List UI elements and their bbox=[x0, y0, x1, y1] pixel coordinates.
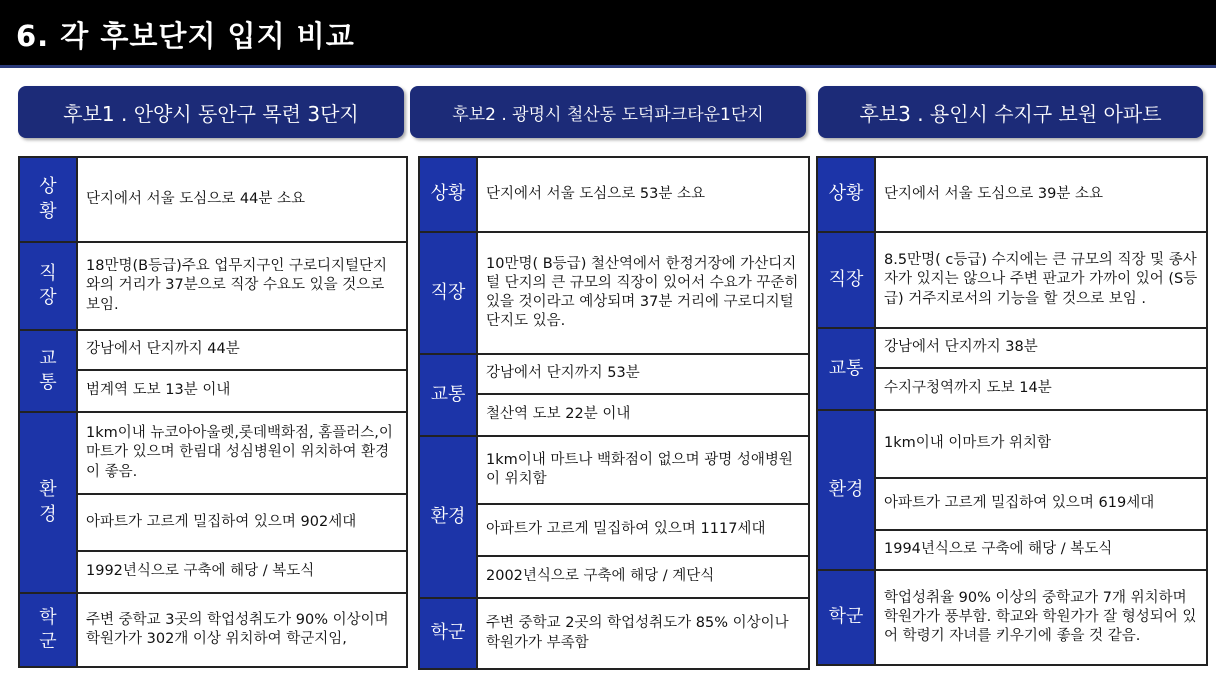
category-transport: 교통 bbox=[818, 327, 874, 409]
page-title: 6. 각 후보단지 입지 비교 bbox=[16, 19, 355, 53]
transport-cell-1: 강남에서 단지까지 38분 bbox=[874, 327, 1206, 367]
environment-cell-2: 아파트가 고르게 밀집하여 있으며 619세대 bbox=[874, 477, 1206, 529]
environment-cell-3: 1994년식으로 구축에 해당 / 복도식 bbox=[874, 529, 1206, 569]
category-environment: 환경 bbox=[20, 411, 76, 592]
category-situation: 상황 bbox=[818, 158, 874, 231]
environment-cell-1: 1km이내 마트나 백화점이 없으며 광명 성애병원이 위치함 bbox=[476, 435, 808, 503]
environment-cell-2: 아파트가 고르게 밀집하여 있으며 1117세대 bbox=[476, 503, 808, 555]
environment-cell-3: 2002년식으로 구축에 해당 / 계단식 bbox=[476, 555, 808, 597]
category-transport: 교통 bbox=[420, 353, 476, 435]
category-jobs: 직장 bbox=[20, 241, 76, 329]
category-jobs: 직장 bbox=[420, 231, 476, 353]
situation-cell: 단지에서 서울 도심으로 39분 소요 bbox=[874, 158, 1206, 231]
category-situation: 상황 bbox=[420, 158, 476, 231]
situation-cell: 단지에서 서울 도심으로 44분 소요 bbox=[76, 158, 406, 241]
jobs-cell: 8.5만명( c등급) 수지에는 큰 규모의 직장 및 종사자가 있지는 않으나 주변 판교가 가까이 있어 (S등급) 거주지로서의 기능을 할 것으로 보임 . bbox=[874, 231, 1206, 327]
transport-cell-1: 강남에서 단지까지 53분 bbox=[476, 353, 808, 393]
candidate-3-header: 후보3 . 용인시 수지구 보원 아파트 bbox=[818, 86, 1203, 138]
jobs-cell: 10만명( B등급) 철산역에서 한정거장에 가산디지털 단지의 큰 규모의 직장이 있어서 수요가 꾸준히 있을 것이라고 예상되며 37분 거리에 구로디지털 단지도 있음. bbox=[476, 231, 808, 353]
transport-cell-2: 철산역 도보 22분 이내 bbox=[476, 393, 808, 435]
environment-cell-3: 1992년식으로 구축에 해당 / 복도식 bbox=[76, 550, 406, 592]
category-school: 학군 bbox=[420, 597, 476, 668]
situation-cell: 단지에서 서울 도심으로 53분 소요 bbox=[476, 158, 808, 231]
category-school: 학군 bbox=[20, 592, 76, 666]
title-underline bbox=[0, 65, 1216, 68]
transport-cell-2: 수지구청역까지 도보 14분 bbox=[874, 367, 1206, 409]
candidate-1-header: 후보1 . 안양시 동안구 목련 3단지 bbox=[18, 86, 404, 138]
category-situation: 상황 bbox=[20, 158, 76, 241]
category-school: 학군 bbox=[818, 569, 874, 664]
transport-cell-1: 강남에서 단지까지 44분 bbox=[76, 329, 406, 369]
candidate-2-header: 후보2 . 광명시 철산동 도덕파크타운1단지 bbox=[410, 86, 806, 138]
category-environment: 환경 bbox=[420, 435, 476, 597]
environment-cell-1: 1km이내 이마트가 위치함 bbox=[874, 409, 1206, 477]
candidate-2-table bbox=[418, 156, 810, 670]
title-bar bbox=[0, 0, 1216, 68]
environment-cell-1: 1km이내 뉴코아아울렛,롯데백화점, 홈플러스,이마트가 있으며 한림대 성심병원이 위치하여 환경이 좋음. bbox=[76, 411, 406, 493]
category-jobs: 직장 bbox=[818, 231, 874, 327]
environment-cell-2: 아파트가 고르게 밀집하여 있으며 902세대 bbox=[76, 493, 406, 550]
candidate-1-table bbox=[18, 156, 408, 668]
candidate-3-table bbox=[816, 156, 1208, 666]
transport-cell-2: 범계역 도보 13분 이내 bbox=[76, 369, 406, 411]
school-cell: 학업성취율 90% 이상의 중학교가 7개 위치하며 학원가가 풍부함. 학교와 학원가가 잘 형성되어 있어 학령기 자녀를 키우기에 좋을 것 같음. bbox=[874, 569, 1206, 664]
category-transport: 교통 bbox=[20, 329, 76, 411]
school-cell: 주변 중학교 2곳의 학업성취도가 85% 이상이나 학원가가 부족함 bbox=[476, 597, 808, 668]
category-environment: 환경 bbox=[818, 409, 874, 569]
school-cell: 주변 중학교 3곳의 학업성취도가 90% 이상이며 학원가가 302개 이상 위치하여 학군지임, bbox=[76, 592, 406, 666]
jobs-cell: 18만명(B등급)주요 업무지구인 구로디지털단지와의 거리가 37분으로 직장 수요도 있을 것으로 보임. bbox=[76, 241, 406, 329]
